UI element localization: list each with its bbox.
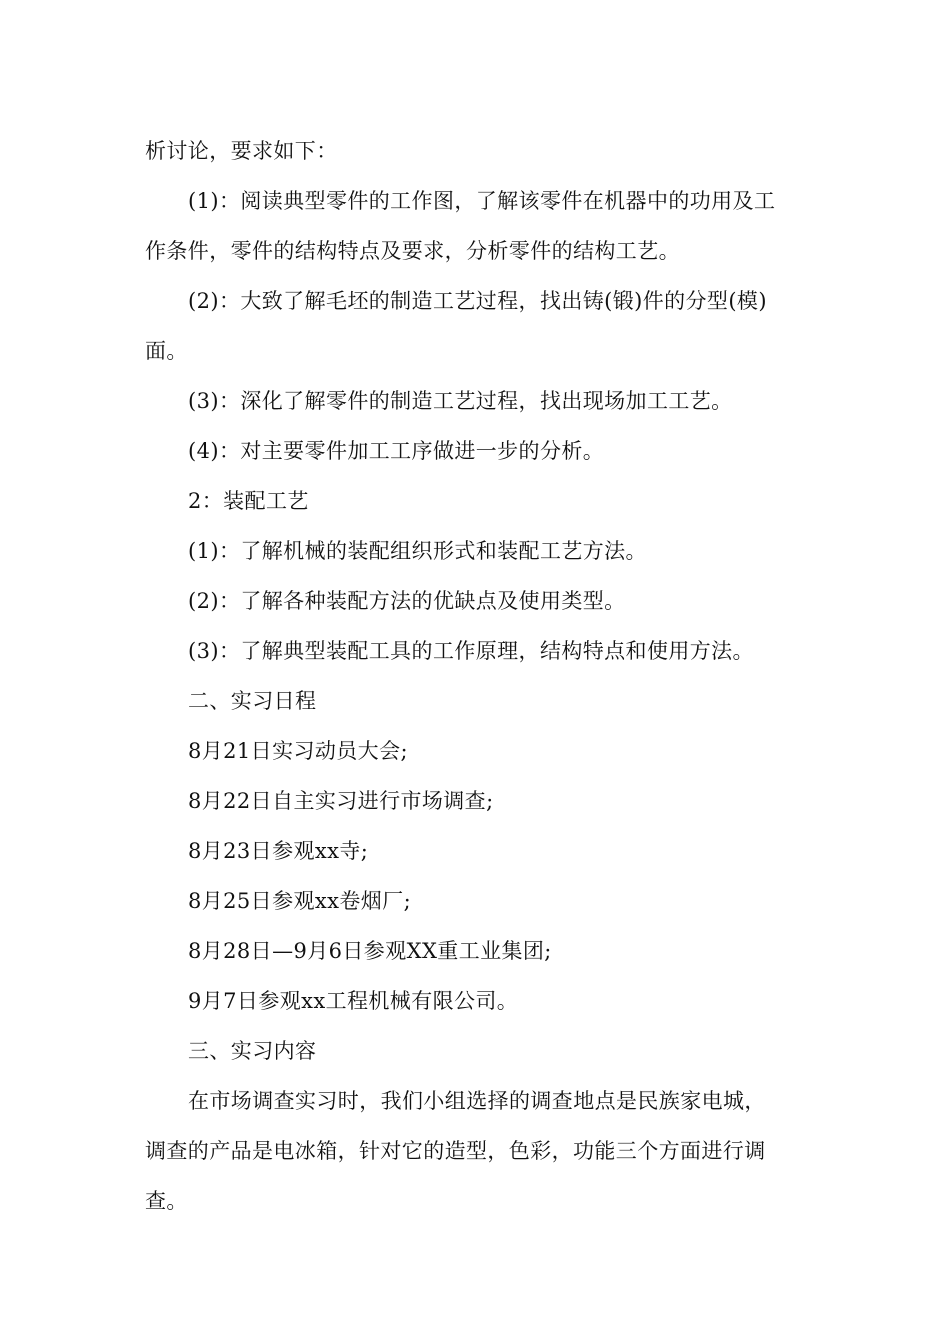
text-line-22: 查。	[145, 1189, 188, 1213]
text-line-3: 作条件，零件的结构特点及要求，分析零件的结构工艺。	[145, 239, 680, 263]
schedule-item-4: 8月25日参观xx卷烟厂;	[188, 889, 412, 913]
text-line-6: (3)：深化了解零件的制造工艺过程，找出现场加工工艺。	[188, 389, 733, 413]
schedule-item-2: 8月22日自主实习进行市场调查;	[188, 789, 494, 813]
text-line-1: 析讨论，要求如下：	[145, 139, 338, 163]
text-line-11: (3)：了解典型装配工具的工作原理，结构特点和使用方法。	[188, 639, 754, 663]
text-line-7: (4)：对主要零件加工工序做进一步的分析。	[188, 439, 605, 463]
text-line-5: 面。	[145, 339, 188, 363]
schedule-item-6: 9月7日参观xx工程机械有限公司。	[188, 989, 519, 1013]
text-line-9: (1)：了解机械的装配组织形式和装配工艺方法。	[188, 539, 647, 563]
section-heading-schedule: 二、实习日程	[188, 689, 317, 713]
schedule-item-1: 8月21日实习动员大会;	[188, 739, 408, 763]
text-line-4: (2)：大致了解毛坯的制造工艺过程，找出铸(锻)件的分型(模)	[188, 289, 767, 313]
schedule-item-5: 8月28日—9月6日参观XX重工业集团;	[188, 939, 552, 963]
schedule-item-3: 8月23日参观xx寺;	[188, 839, 369, 863]
text-line-10: (2)：了解各种装配方法的优缺点及使用类型。	[188, 589, 626, 613]
section-heading-assembly: 2：装配工艺	[188, 489, 309, 513]
text-line-2: (1)：阅读典型零件的工作图，了解该零件在机器中的功用及工	[188, 189, 776, 213]
text-line-21: 调查的产品是电冰箱，针对它的造型，色彩，功能三个方面进行调	[145, 1139, 766, 1163]
text-line-20: 在市场调查实习时，我们小组选择的调查地点是民族家电城，	[188, 1089, 766, 1113]
section-heading-content: 三、实习内容	[188, 1039, 317, 1063]
